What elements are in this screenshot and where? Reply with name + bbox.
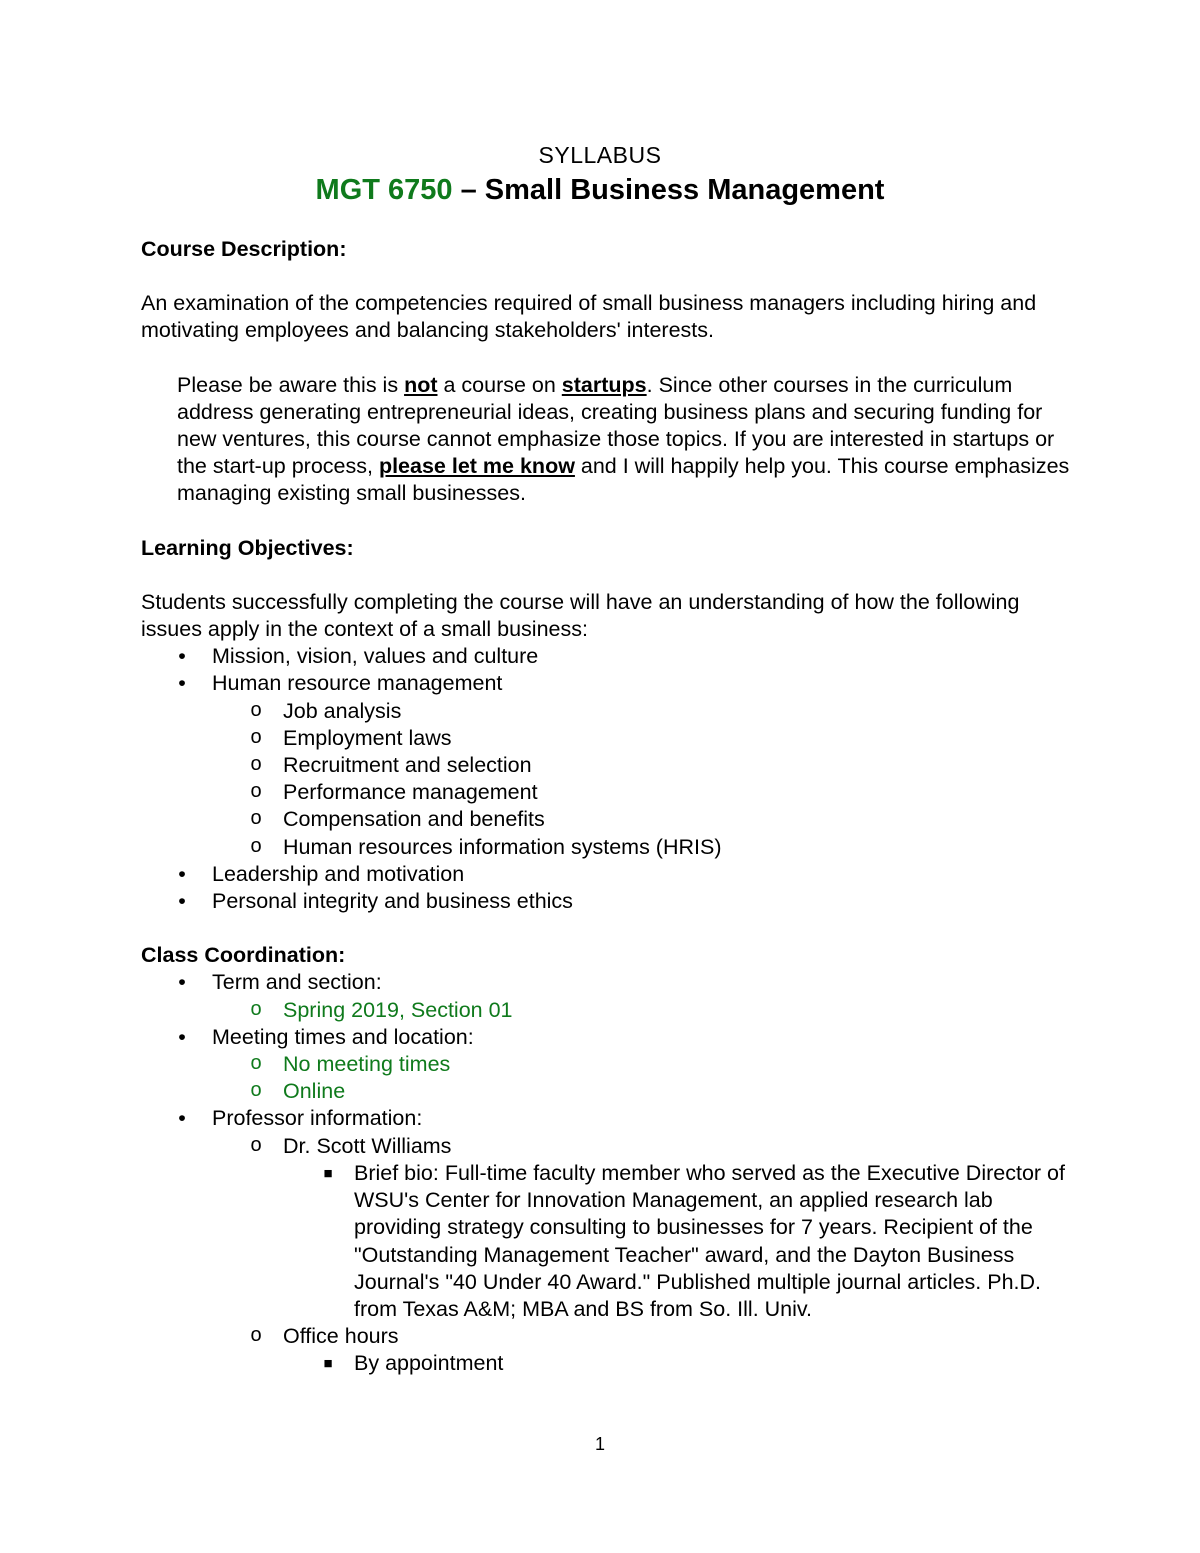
list-item (212, 1051, 1071, 1078)
square-bullet-icon: ■ (323, 1355, 333, 1373)
meeting-location-value: Online (283, 1079, 346, 1104)
startup-notice (177, 372, 1071, 508)
notice-text-2: a course on (437, 372, 562, 397)
bullet-icon: • (178, 861, 186, 886)
bullet-icon: • (178, 1024, 186, 1049)
bullet-icon: • (178, 970, 186, 995)
notice-emphasis-not: not (404, 372, 438, 397)
meeting-sublist (212, 1051, 1071, 1105)
list-item (212, 725, 1071, 752)
office-hours-value: By appointment (354, 1351, 504, 1376)
course-description-heading: Course Description: (141, 237, 347, 261)
course-name: – Small Business Management (452, 174, 885, 206)
list-item (212, 779, 1071, 806)
notice-text-3: . Since other courses in the curriculum address generating entrepreneurial ideas, creating business plans and securing funding for new ventures, this course cannot emphasize those topics. If you are interested in startups or the start-up process, (177, 372, 1055, 479)
notice-emphasis-contact: please let me know (378, 454, 575, 479)
list-item (141, 1105, 1071, 1377)
bullet-icon: • (178, 1106, 186, 1131)
list-item (283, 1160, 1071, 1323)
circle-bullet-icon: o (250, 807, 262, 830)
list-item (141, 888, 1071, 915)
circle-bullet-icon: o (250, 834, 262, 857)
term-label: Term and section: (212, 970, 382, 995)
circle-bullet-icon: o (250, 1133, 262, 1156)
professor-bio: Brief bio: Full-time faculty member who served as the Executive Director of WSU's Center for Innovation Management, an applied research lab providing strategy consulting to businesses for 7 years. Recipient of the "Outstanding Management Teacher" award, and the Dayton Business Journal's "40 Under 40 Award." Published multiple journal articles. Ph.D. from Texas A&M; MBA and BS from So. Ill. Univ. (354, 1160, 1065, 1321)
list-item (212, 997, 1071, 1024)
professor-name: Dr. Scott Williams (283, 1133, 452, 1158)
circle-bullet-icon: o (250, 753, 262, 776)
coordination-list (141, 969, 1071, 1377)
notice-text-1: Please be aware this is (177, 372, 405, 397)
notice-text-4: and I will happily help you. This course emphasizes managing existing small businesses. (177, 454, 1070, 506)
professor-details (283, 1160, 1071, 1323)
professor-sublist (212, 1133, 1071, 1378)
circle-bullet-icon: o (250, 725, 262, 748)
list-item (141, 969, 1071, 1023)
syllabus-body (141, 236, 1071, 1378)
circle-bullet-icon: o (250, 698, 262, 721)
class-coordination-heading: Class Coordination: (141, 943, 346, 968)
subtopic-text: Recruitment and selection (283, 753, 532, 778)
office-hours-details (283, 1350, 1071, 1377)
objectives-list (141, 643, 1071, 915)
document-kicker: SYLLABUS (538, 142, 662, 168)
square-bullet-icon: ■ (323, 1164, 333, 1182)
list-item (212, 752, 1071, 779)
list-item (212, 698, 1071, 725)
list-item (212, 1323, 1071, 1377)
term-value: Spring 2019, Section 01 (283, 997, 513, 1022)
list-item (141, 861, 1071, 888)
objective-text: Personal integrity and business ethics (212, 889, 573, 914)
list-item (141, 1024, 1071, 1106)
bullet-icon: • (178, 889, 186, 914)
learning-objectives-heading: Learning Objectives: (141, 535, 354, 560)
objective-text: Human resource management (212, 671, 503, 696)
professor-label: Professor information: (212, 1106, 423, 1131)
list-item (212, 834, 1071, 861)
list-item (141, 670, 1071, 860)
hr-subtopics-list (212, 698, 1071, 861)
course-code: MGT 6750 (315, 174, 453, 206)
course-description-text: An examination of the competencies required of small business managers including hiring and motivating employees and balancing stakeholders' interests. (141, 291, 1037, 343)
bullet-icon: • (178, 644, 186, 669)
term-sublist (212, 997, 1071, 1024)
subtopic-text: Employment laws (283, 725, 452, 750)
learning-objectives-intro: Students successfully completing the course will have an understanding of how the following issues apply in the context of a small business: (141, 589, 1020, 642)
subtopic-text: Human resources information systems (HRIS) (283, 834, 722, 859)
subtopic-text: Performance management (283, 780, 538, 805)
bullet-icon: • (178, 671, 186, 696)
page-number: 1 (594, 1434, 605, 1454)
circle-bullet-icon: o (250, 1324, 262, 1347)
objective-text: Mission, vision, values and culture (212, 644, 539, 669)
list-item (283, 1350, 1071, 1377)
subtopic-text: Compensation and benefits (283, 807, 545, 832)
subtopic-text: Job analysis (283, 698, 402, 723)
meeting-times-value: No meeting times (283, 1052, 451, 1077)
list-item (141, 643, 1071, 670)
list-item (212, 806, 1071, 833)
circle-bullet-icon: o (250, 780, 262, 803)
list-item (212, 1133, 1071, 1323)
notice-emphasis-startups: startups (561, 372, 647, 397)
office-hours-label: Office hours (283, 1324, 399, 1349)
page-title (0, 174, 1200, 207)
objective-text: Leadership and motivation (212, 861, 465, 886)
circle-bullet-icon: o (250, 997, 262, 1020)
list-item (212, 1078, 1071, 1105)
meeting-label: Meeting times and location: (212, 1024, 474, 1049)
circle-bullet-icon: o (250, 1079, 262, 1102)
circle-bullet-icon: o (250, 1052, 262, 1075)
